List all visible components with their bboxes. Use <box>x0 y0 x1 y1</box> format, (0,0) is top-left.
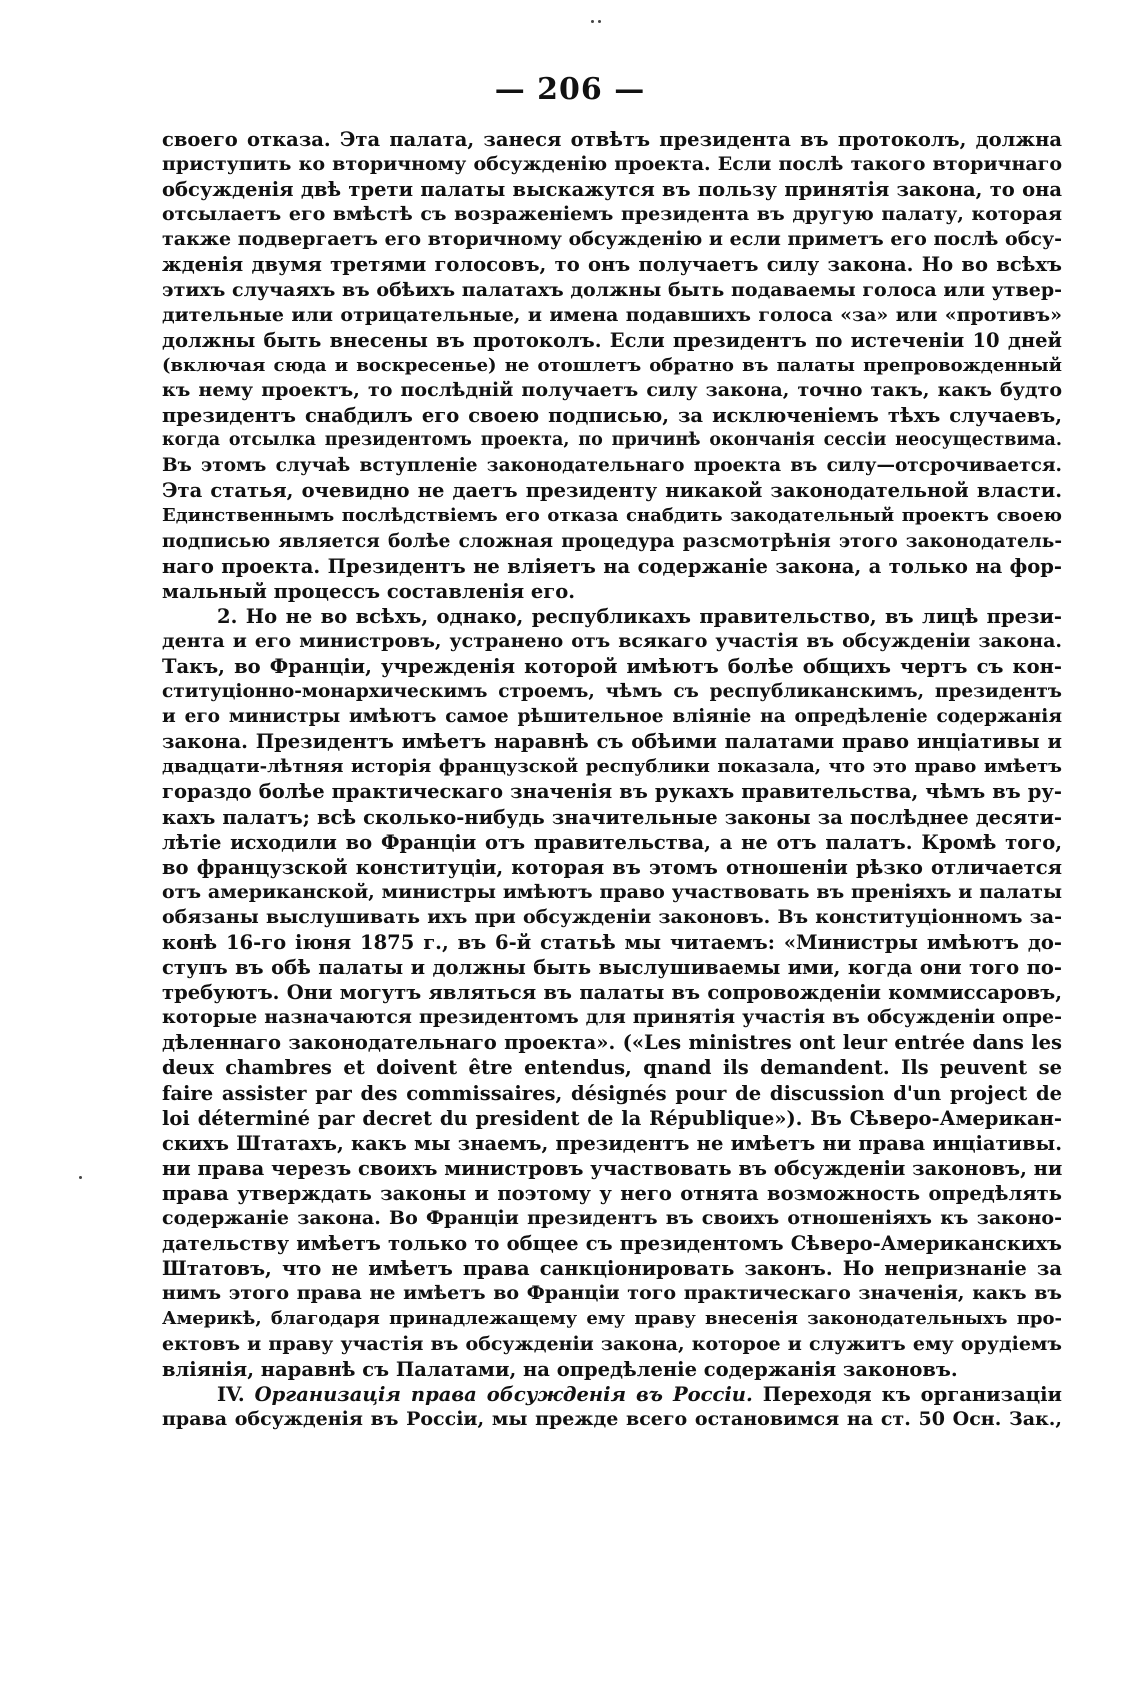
text-line: которые назначаются президентомъ для принятія участія въ обсужденіи опре- <box>162 1006 1062 1029</box>
section-number: IV. <box>217 1382 245 1406</box>
text-line: Единственнымъ послѣдствіемъ его отказа снабдить закодательный проектъ своею <box>162 505 1062 527</box>
text-line: своего отказа. Эта палата, занеся отвѣтъ президента въ протоколъ, должна <box>162 128 1062 151</box>
text-line: къ нему проектъ, то послѣдній получаетъ силу закона, точно такъ, какъ будто <box>162 378 1062 401</box>
section-heading-line <box>162 1382 1062 1407</box>
text-line: гораздо болѣе практическаго значенія въ рукахъ правительства, чѣмъ въ ру- <box>162 780 1062 804</box>
text-line: жденія двумя третями голосовъ, то онъ получаетъ силу закона. Но во всѣхъ <box>162 253 1062 277</box>
text-line: ституціонно-монархическимъ строемъ, чѣмъ съ республиканскимъ, президентъ <box>162 681 1062 703</box>
text-line: права утверждать законы и поэтому у него отнята возможность опредѣлять <box>162 1181 1062 1205</box>
text-line: приступить ко вторичному обсужденію проекта. Если послѣ такого вторичнаго <box>162 153 1062 176</box>
text-line: также подвергаетъ его вторичному обсужденію и если приметъ его послѣ обсу- <box>162 228 1062 251</box>
text-line: подписью является болѣе сложная процедура разсмотрѣнія этого законодатель- <box>162 530 1062 552</box>
text-line: дента и его министровъ, устранено отъ всякаго участія въ обсужденіи закона. <box>162 629 1062 652</box>
text-line: этихъ случаяхъ въ обѣихъ палатахъ должны быть подаваемы голоса или утвер- <box>162 278 1062 301</box>
text-line: дительные или отрицательные, и имена подавшихъ голоса «за» или «противъ» <box>162 303 1062 326</box>
text-line: deux chambres et doivent être entendus, qnand ils demandent. Ils peuvent se <box>162 1056 1062 1080</box>
text-line: президентъ снабдилъ его своею подписью, за исключеніемъ тѣхъ случаевъ, <box>162 404 1062 428</box>
text-line: закона. Президентъ имѣетъ наравнѣ съ обѣими палатами право инціативы и <box>162 730 1062 754</box>
text-line: наго проекта. Президентъ не вліяетъ на содержаніе закона, а только на фор- <box>162 554 1062 578</box>
text-line: когда отсылка президентомъ проекта, по причинѣ окончанія сессіи неосуществима. <box>162 430 1062 451</box>
text-line: во французской конституціи, которая въ этомъ отношеніи рѣзко отличается <box>162 855 1062 879</box>
print-speck <box>598 20 601 23</box>
section-first-line-rest: Переходя къ организаціи <box>762 1382 1062 1406</box>
text-line: Эта статья, очевидно не даетъ президенту никакой законодательной власти. <box>162 479 1062 503</box>
text-line: мальный процессъ составленія его. <box>162 579 576 603</box>
text-line: требуютъ. Они могутъ являться въ палаты въ сопровожденіи коммиссаровъ, <box>162 981 1062 1005</box>
text-line: loi déterminé par decret du president de la République»). Въ Сѣверо-Американ- <box>162 1106 1062 1130</box>
text-line: Такъ, во Франціи, учрежденія которой имѣютъ болѣе общихъ чертъ съ кон- <box>162 654 1062 678</box>
text-line: скихъ Штатахъ, какъ мы знаемъ, президентъ не имѣетъ ни права инціативы. <box>162 1131 1062 1155</box>
text-line: должны быть внесены въ протоколъ. Если президентъ по истеченіи 10 дней <box>162 328 1062 352</box>
text-line: Въ этомъ случаѣ вступленіе законодательнаго проекта въ силу—отсрочивается. <box>162 455 1062 477</box>
text-line: двадцати-лѣтняя исторія французской республики показала, что это право имѣетъ <box>162 756 1062 778</box>
text-line: права обсужденія въ Россіи, мы прежде всего остановимся на ст. 50 Осн. Зак., <box>162 1407 1062 1430</box>
text-line: обязаны выслушивать ихъ при обсужденіи законовъ. Въ конституціонномъ за- <box>162 905 1062 928</box>
text-line: ступъ въ обѣ палаты и должны быть выслушиваемы ими, когда они того по- <box>162 956 1062 980</box>
text-line: дѣленнаго законодательнаго проекта». («Les ministres ont leur entrée dans les <box>162 1031 1062 1055</box>
text-line: обсужденія двѣ трети палаты выскажутся въ пользу принятія закона, то она <box>162 178 1062 202</box>
print-speck <box>79 1176 82 1179</box>
text-line: 2. Но не во всѣхъ, однако, республикахъ правительство, въ лицѣ прези- <box>217 604 1062 628</box>
page-number: — 206 — <box>494 72 646 107</box>
text-line: лѣтіе исходили во Франціи отъ правительства, а не отъ палатъ. Кромѣ того, <box>162 830 1062 854</box>
text-line: и его министры имѣютъ самое рѣшительное вліяніе на опредѣленіе содержанія <box>162 706 1062 728</box>
section-heading: Организація права обсужденія въ Россіи. <box>254 1382 753 1406</box>
print-speck <box>591 20 594 23</box>
text-line: ни права черезъ своихъ министровъ участвовать въ обсужденіи законовъ, ни <box>162 1156 1062 1180</box>
text-line: содержаніе закона. Во Франціи президентъ въ своихъ отношеніяхъ къ законо- <box>162 1207 1062 1230</box>
text-line: конѣ 16-го іюня 1875 г., въ 6-й статьѣ мы читаемъ: «Министры имѣютъ до- <box>162 931 1062 954</box>
text-line: отъ американской, министры имѣютъ право участвовать въ преніяхъ и палаты <box>162 880 1062 903</box>
text-line: Америкѣ, благодаря принадлежащему ему праву внесенія законодательныхъ про- <box>162 1308 1062 1330</box>
text-line: вліянія, наравнѣ съ Палатами, на опредѣленіе содержанія законовъ. <box>162 1357 958 1381</box>
text-line: кахъ палатъ; всѣ сколько-нибудь значительные законы за послѣднее десяти- <box>162 805 1062 829</box>
text-line: нимъ этого права не имѣетъ во Франціи того практическаго значенія, какъ въ <box>162 1282 1062 1305</box>
text-line: отсылаетъ его вмѣстѣ съ возраженіемъ президента въ другую палату, которая <box>162 203 1062 226</box>
text-line: ектовъ и праву участія въ обсужденіи закона, которое и служитъ ему орудіемъ <box>162 1332 1062 1355</box>
text-line: дательству имѣетъ только то общее съ президентомъ Сѣверо-Американскихъ <box>162 1232 1062 1256</box>
text-line: (включая сюда и воскресенье) не отошлетъ обратно въ палаты препровожденный <box>162 354 1062 376</box>
body-text <box>162 127 1062 1432</box>
text-line: Штатовъ, что не имѣетъ права санкціонировать законъ. Но непризнаніе за <box>162 1257 1062 1281</box>
text-line: faire assister par des commissaires, désignés pour de discussion d'un project de <box>162 1081 1062 1105</box>
